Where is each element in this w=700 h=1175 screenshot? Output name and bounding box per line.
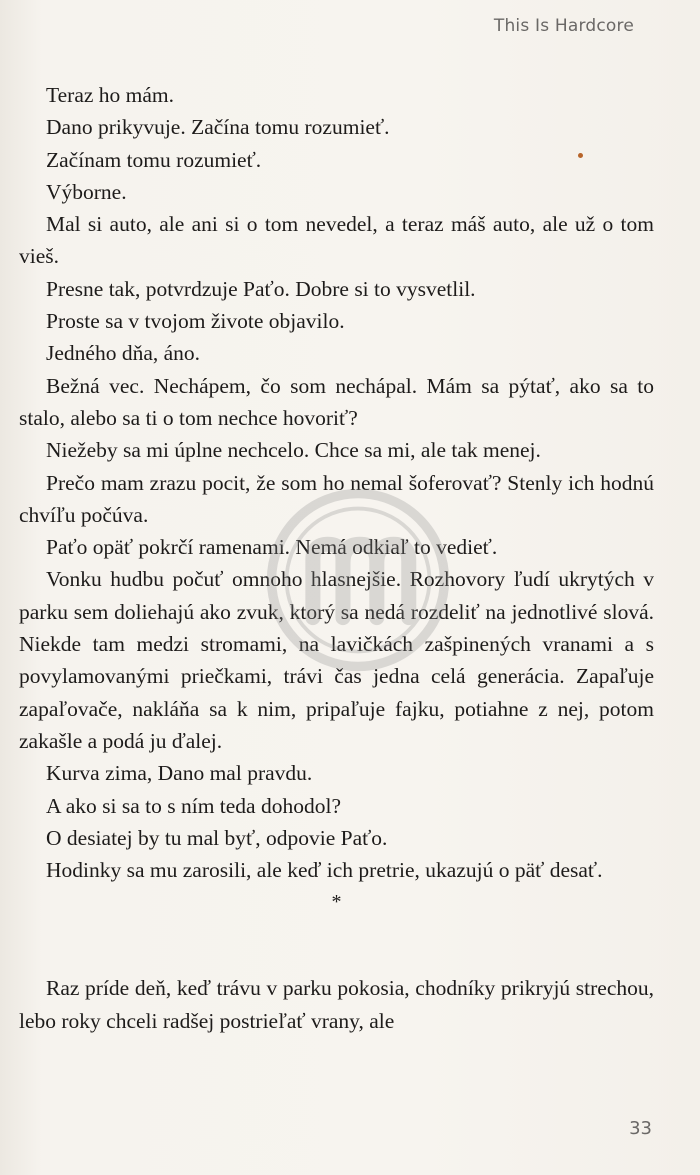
paragraph: Paťo opäť pokrčí ramenami. Nemá odkiaľ to vedieť. bbox=[46, 535, 498, 560]
paragraph: Raz príde deň, keď trávu v parku pokosia, chodníky prikryjú strechou, lebo roky chceli radšej postrieľať vrany, ale bbox=[19, 976, 654, 1033]
paragraph: Výborne. bbox=[46, 179, 127, 204]
paragraph: Vonku hudbu počuť omnoho hlasnejšie. Rozhovory ľudí ukrytých v parku sem doliehajú ako zvuk, ktorý sa nedá rozdeliť na jednotlivé slová. Niekde tam medzi stromami, na lavičkách zašpinených vranami a s povylamovanými priečkami, trávi čas jedna celá generácia. Zapaľuje zapaľovače, nakláňa sa k nim, pripaľuje fajku, potiahne z nej, potom zakašle a podá ju ďalej. bbox=[19, 567, 654, 753]
section-separator: * bbox=[331, 891, 342, 914]
page-number: 33 bbox=[629, 1118, 652, 1139]
paragraph: Prečo mam zrazu pocit, že som ho nemal šoferovať? Stenly ich hodnú chvíľu počúva. bbox=[19, 470, 654, 527]
body-text bbox=[19, 79, 654, 1037]
paragraph: Proste sa v tvojom živote objavilo. bbox=[46, 309, 345, 334]
paragraph: Jedného dňa, áno. bbox=[46, 341, 201, 366]
paragraph: Teraz ho mám. bbox=[46, 83, 175, 107]
paragraph: Hodinky sa mu zarosili, ale keď ich pretrie, ukazujú o päť desať. bbox=[46, 858, 603, 883]
paragraph: O desiatej by tu mal byť, odpovie Paťo. bbox=[46, 825, 388, 850]
paragraph: Niežeby sa mi úplne nechcelo. Chce sa mi, ale tak menej. bbox=[46, 438, 541, 463]
paragraph: Mal si auto, ale ani si o tom nevedel, a teraz máš auto, ale už o tom vieš. bbox=[19, 212, 654, 269]
section-gap bbox=[19, 918, 654, 972]
paragraph: Bežná vec. Nechápem, čo som nechápal. Mám sa pýtať, ako sa to stalo, alebo sa ti o tom nechce hovoriť? bbox=[19, 373, 654, 430]
paragraph: Kurva zima, Dano mal pravdu. bbox=[46, 761, 313, 786]
paragraph: Presne tak, potvrdzuje Paťo. Dobre si to vysvetlil. bbox=[46, 276, 476, 301]
paragraph: Dano prikyvuje. Začína tomu rozumieť. bbox=[46, 115, 390, 140]
paragraph: Začínam tomu rozumieť. bbox=[46, 147, 262, 172]
running-head: This Is Hardcore bbox=[493, 16, 634, 36]
paragraph: A ako si sa to s ním teda dohodol? bbox=[46, 793, 341, 818]
